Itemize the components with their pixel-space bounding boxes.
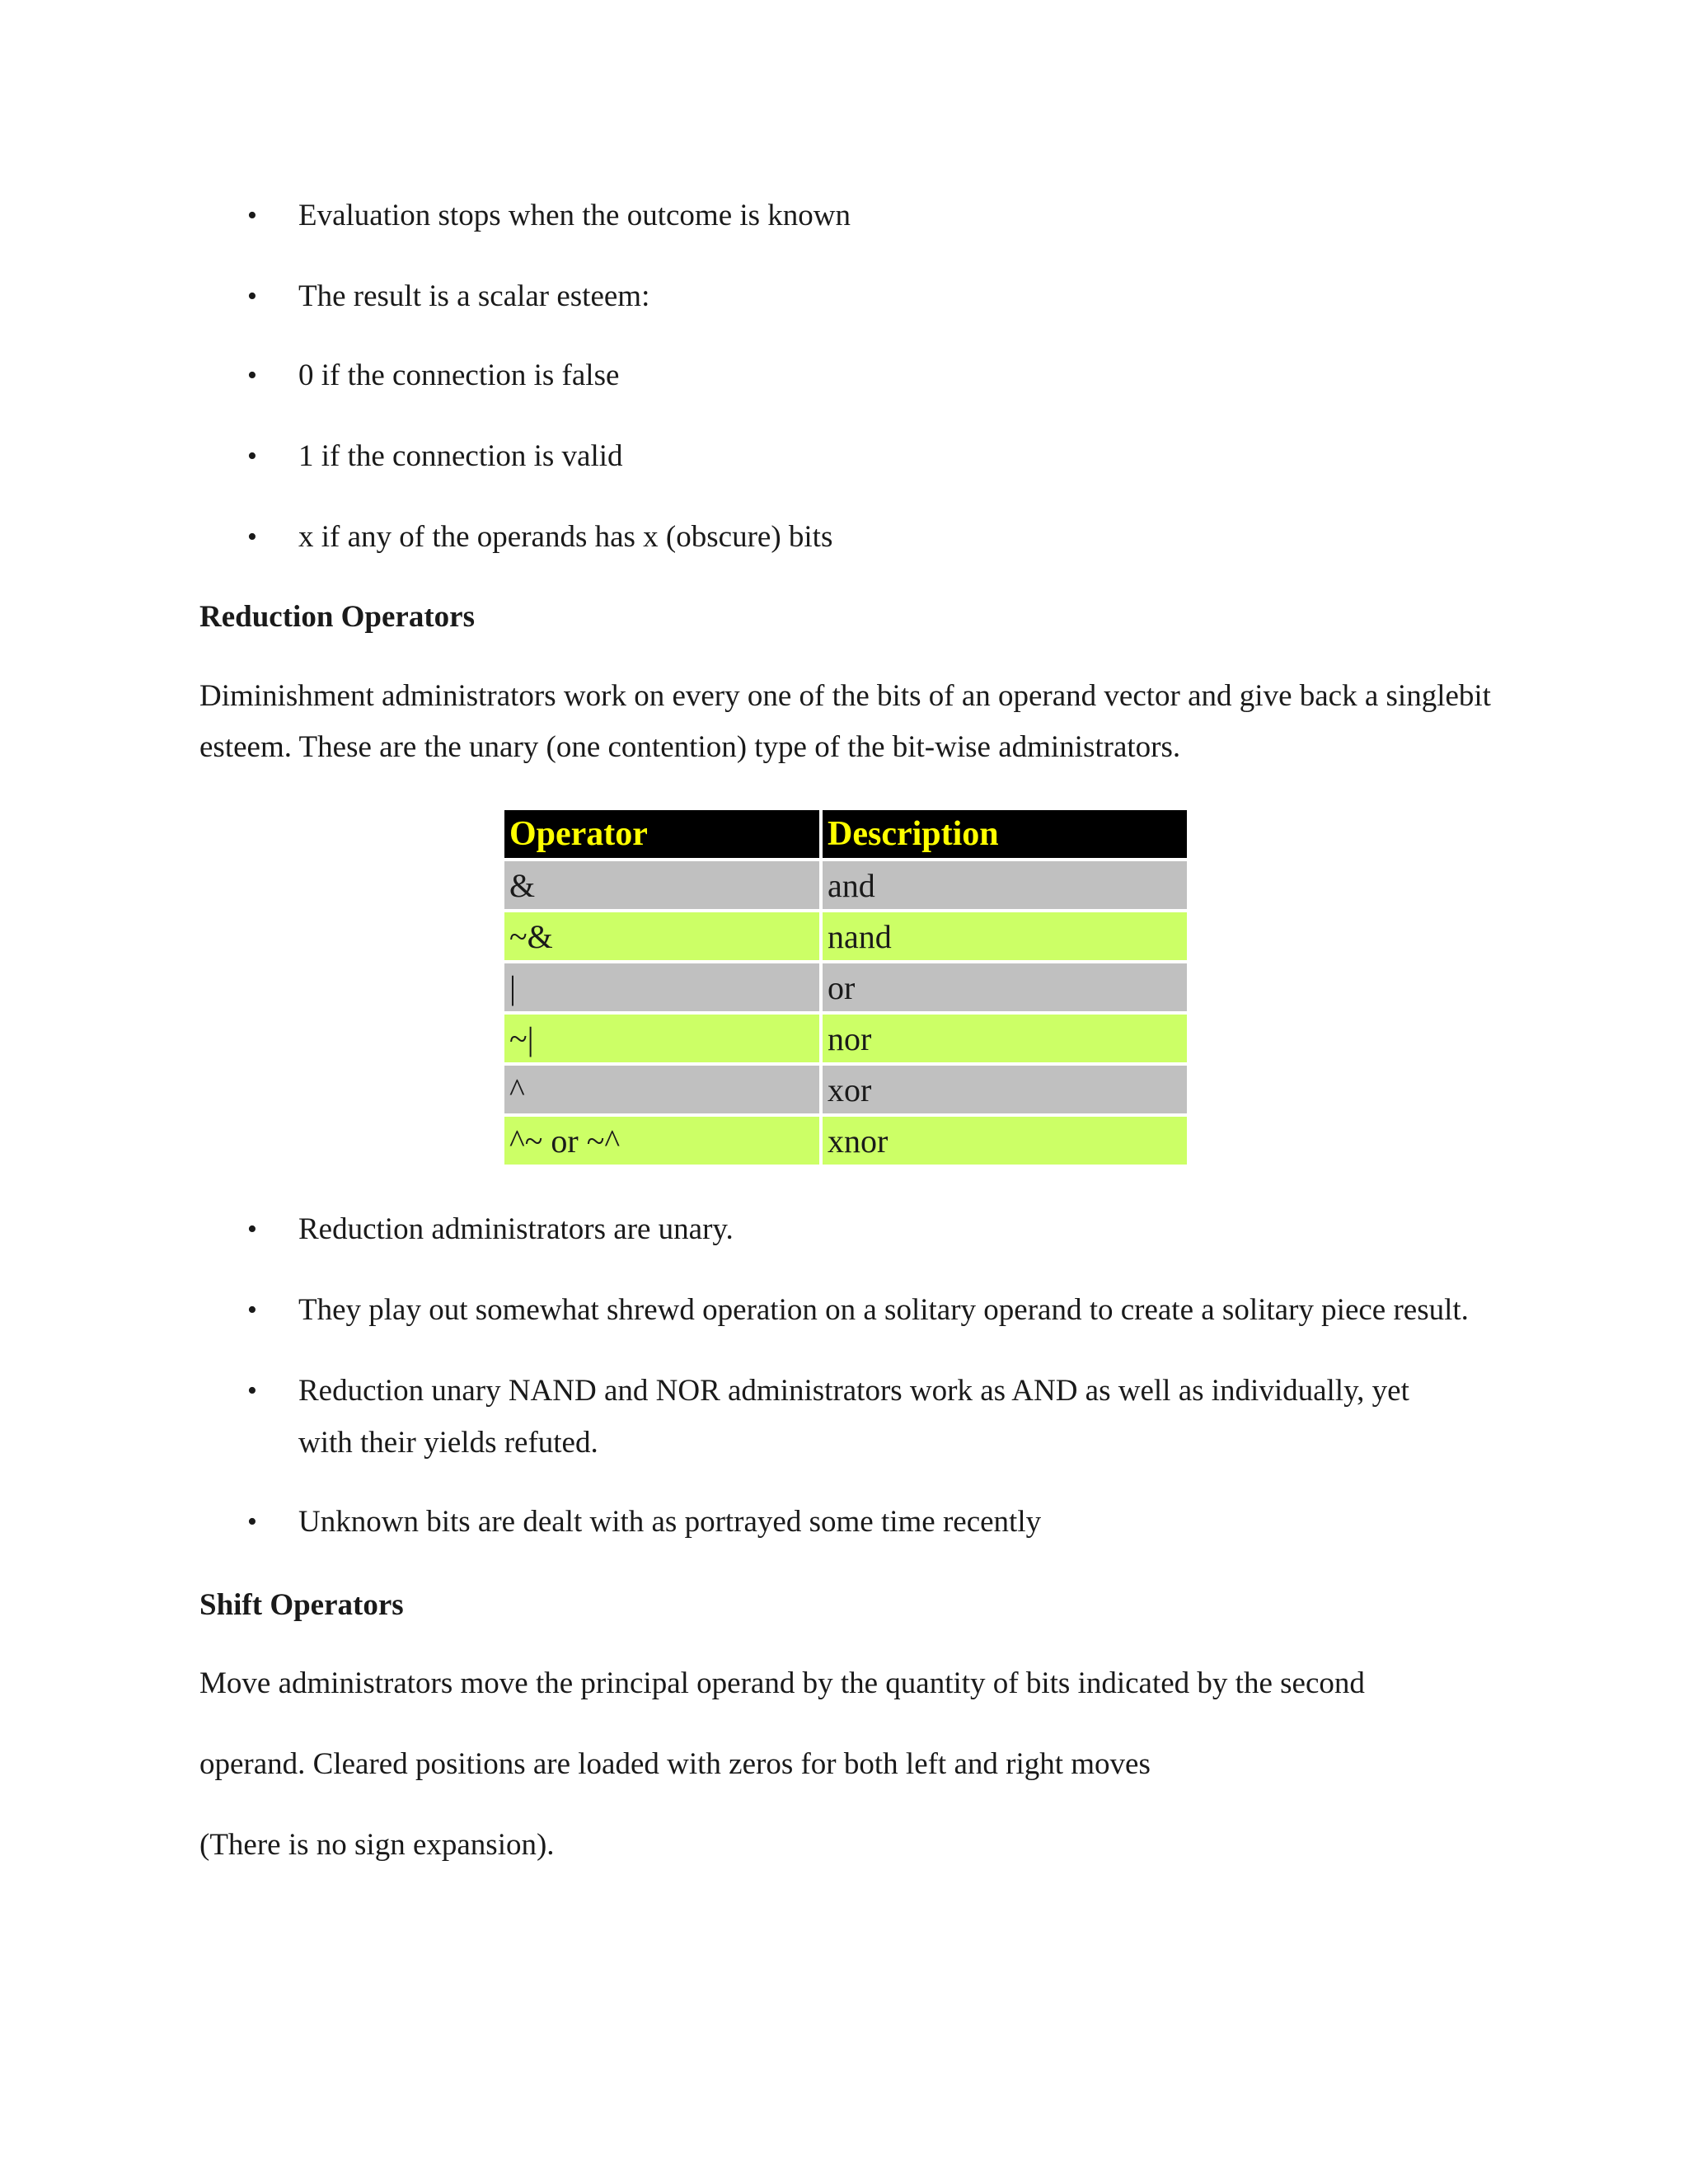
reduction-operator-table [504, 810, 1187, 1165]
table-cell-operator: ~& [504, 909, 823, 960]
bullet-icon: • [247, 441, 257, 471]
table-row [504, 1062, 1187, 1113]
bullet-icon: • [247, 1295, 257, 1325]
table-cell-operator: ~| [504, 1011, 823, 1062]
table-row [504, 858, 1187, 909]
table-header-description: Description [823, 810, 1187, 858]
list-item-text: They play out somewhat shrewd operation on a solitary operand to create a solitary piece result. [298, 1293, 1469, 1327]
list-item-text: Reduction administrators are unary. [298, 1212, 734, 1246]
table-cell-description: nand [823, 909, 1187, 960]
bullet-icon: • [247, 1214, 257, 1244]
list-item-text: Reduction unary NAND and NOR administrators work as AND as well as individually, yet with their yields refuted. [298, 1374, 1409, 1460]
table-cell-operator: & [504, 858, 823, 909]
bullet-icon: • [247, 1507, 257, 1537]
bullet-icon: • [247, 522, 257, 552]
table-cell-operator: ^~ or ~^ [504, 1113, 823, 1165]
shift-paragraph-line: (There is no sign expansion). [199, 1828, 555, 1862]
table-row [504, 1113, 1187, 1165]
list-item-text: The result is a scalar esteem: [298, 279, 650, 313]
table-cell-operator: | [504, 960, 823, 1011]
reduction-paragraph-line: Diminishment administrators work on every one of the bits of an operand vector and give back a singlebit [199, 679, 1491, 713]
table-header-operator: Operator [504, 810, 823, 858]
bullet-icon: • [247, 200, 257, 231]
table-cell-description: xor [823, 1062, 1187, 1113]
table-cell-description: nor [823, 1011, 1187, 1062]
table-row [504, 909, 1187, 960]
section-heading-shift: Shift Operators [199, 1588, 404, 1622]
table-row [504, 1011, 1187, 1062]
table-cell-description: xnor [823, 1113, 1187, 1165]
bullet-icon: • [247, 1376, 257, 1406]
table-cell-description: or [823, 960, 1187, 1011]
section-heading-reduction: Reduction Operators [199, 600, 475, 634]
list-item-text: 0 if the connection is false [298, 359, 620, 392]
table-header-row [504, 810, 1187, 858]
list-item-text: Evaluation stops when the outcome is known [298, 199, 851, 232]
list-item-text: 1 if the connection is valid [298, 439, 623, 473]
reduction-paragraph-line: esteem. These are the unary (one contention) type of the bit-wise administrators. [199, 730, 1181, 764]
bullet-icon: • [247, 360, 257, 391]
shift-paragraph-line: Move administrators move the principal operand by the quantity of bits indicated by the second [199, 1666, 1365, 1700]
list-item-text: x if any of the operands has x (obscure) bits [298, 520, 833, 554]
table-cell-operator: ^ [504, 1062, 823, 1113]
shift-paragraph-line: operand. Cleared positions are loaded with zeros for both left and right moves [199, 1747, 1151, 1781]
bullet-icon: • [247, 281, 257, 312]
list-item-text: Unknown bits are dealt with as portrayed some time recently [298, 1505, 1042, 1539]
table-cell-description: and [823, 858, 1187, 909]
table-row [504, 960, 1187, 1011]
